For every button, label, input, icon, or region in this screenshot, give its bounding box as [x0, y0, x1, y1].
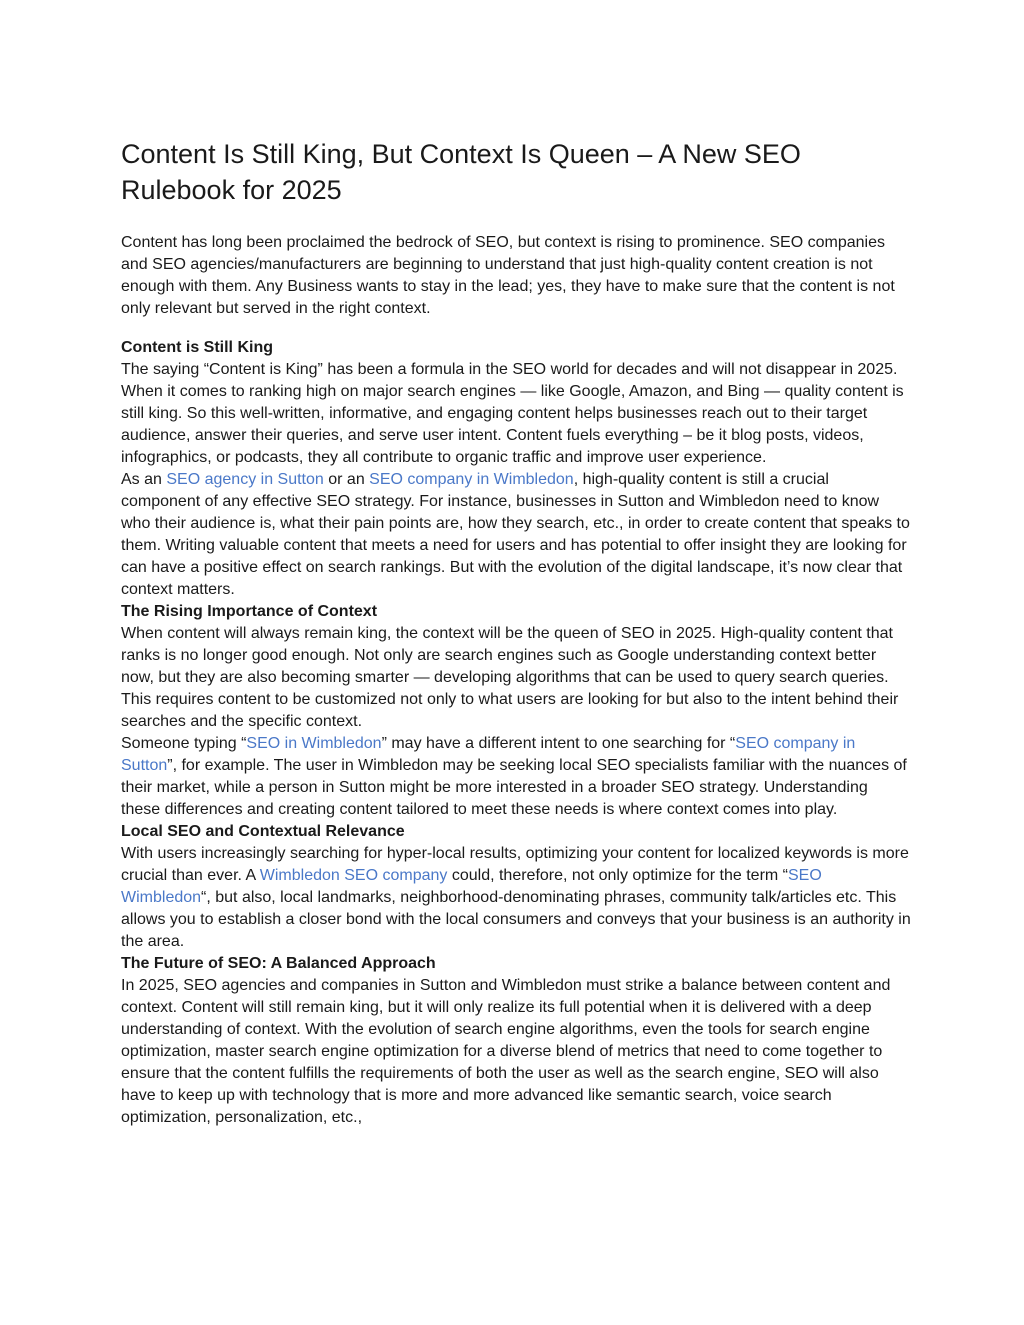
- section-heading-local-seo: Local SEO and Contextual Relevance: [121, 823, 405, 840]
- text-segment: or an: [323, 471, 370, 488]
- text-segment: could, therefore, not only optimize for the term “: [447, 867, 788, 884]
- section-local-seo-paragraph: [121, 843, 911, 953]
- section-content-king-paragraph-1: The saying “Content is King” has been a formula in the SEO world for decades and will not disappear in 2025. When it comes to ranking high on major search engines — like Google, Amazon, and Bing — quality content is still king. So this well-written, informative, and engaging content helps businesses reach out to their target audience, answer their queries, and serve user intent. Content fuels everything – be it blog posts, videos, infographics, or podcasts, they all contribute to organic traffic and improve user experience.: [121, 361, 904, 466]
- section-content-king-paragraph-2: [121, 469, 911, 601]
- text-segment: , high-quality content is still a crucial component of any effective SEO strategy. For instance, businesses in Sutton and Wimbledon need to know who their audience is, what their pain points are, how they search, etc., in order to create content that speaks to them. Writing valuable content that meets a need for users and has potential to offer insight they are looking for can have a positive effect on search rankings. But with the evolution of the digital landscape, it’s now clear that context matters.: [121, 471, 910, 598]
- document-page: [121, 136, 911, 1129]
- section-heading-content-king: Content is Still King: [121, 339, 273, 356]
- document-title: Content Is Still King, But Context Is Queen – A New SEO Rulebook for 2025: [121, 139, 801, 205]
- link-seo-in-wimbledon[interactable]: SEO in Wimbledon: [246, 735, 382, 752]
- text-segment: ”, for example. The user in Wimbledon may be seeking local SEO specialists familiar with the nuances of their market, while a person in Sutton might be more interested in a broader SEO strategy. Understanding these differences and creating content tailored to meet these needs is where context comes into play.: [121, 757, 907, 818]
- text-segment: “, but also, local landmarks, neighborhood-denominating phrases, community talk/articles etc. This allows you to establish a closer bond with the local consumers and conveys that your business is an authority in the area.: [121, 889, 911, 950]
- section-context-paragraph-2: [121, 733, 911, 821]
- link-seo-agency-sutton[interactable]: SEO agency in Sutton: [166, 471, 324, 488]
- section-future-seo-paragraph: In 2025, SEO agencies and companies in Sutton and Wimbledon must strike a balance between content and context. Content will still remain king, but it will only realize its full potential when it is delivered with a deep understanding of context. With the evolution of search engine algorithms, even the tools for search engine optimization, master search engine optimization for a diverse blend of metrics that need to come together to ensure that the content fulfills the requirements of both the user as well as the search engine, SEO will also have to keep up with technology that is more and more advanced like semantic search, voice search optimization, personalization, etc.,: [121, 977, 891, 1126]
- section-heading-context: The Rising Importance of Context: [121, 603, 378, 620]
- text-segment: ” may have a different intent to one searching for “: [381, 735, 736, 752]
- text-segment: Someone typing “: [121, 735, 247, 752]
- link-seo-company-wimbledon[interactable]: SEO company in Wimbledon: [369, 471, 574, 488]
- section-heading-future-seo: The Future of SEO: A Balanced Approach: [121, 955, 436, 972]
- intro-paragraph: Content has long been proclaimed the bedrock of SEO, but context is rising to prominence. SEO companies and SEO agencies/manufacturers are beginning to understand that just high-quality content creation is not enough with them. Any Business wants to stay in the lead; yes, they have to make sure that the content is not only relevant but served in the right context.: [121, 234, 895, 317]
- text-segment: As an: [121, 471, 167, 488]
- link-wimbledon-seo-company[interactable]: Wimbledon SEO company: [259, 867, 448, 884]
- link-seo-company-sutton[interactable]: SEO company in Sutton: [121, 735, 856, 774]
- text-segment: With users increasingly searching for hyper-local results, optimizing your content for localized keywords is more crucial than ever. A: [121, 845, 909, 884]
- section-context-paragraph-1: When content will always remain king, the context will be the queen of SEO in 2025. High-quality content that ranks is no longer good enough. Not only are search engines such as Google understanding context better now, but they are also becoming smarter — developing algorithms that can be used to query search queries. This requires content to be customized not only to what users are looking for but also to the intent behind their searches and the specific context.: [121, 625, 899, 730]
- link-seo-wimbledon[interactable]: SEO Wimbledon: [121, 867, 822, 906]
